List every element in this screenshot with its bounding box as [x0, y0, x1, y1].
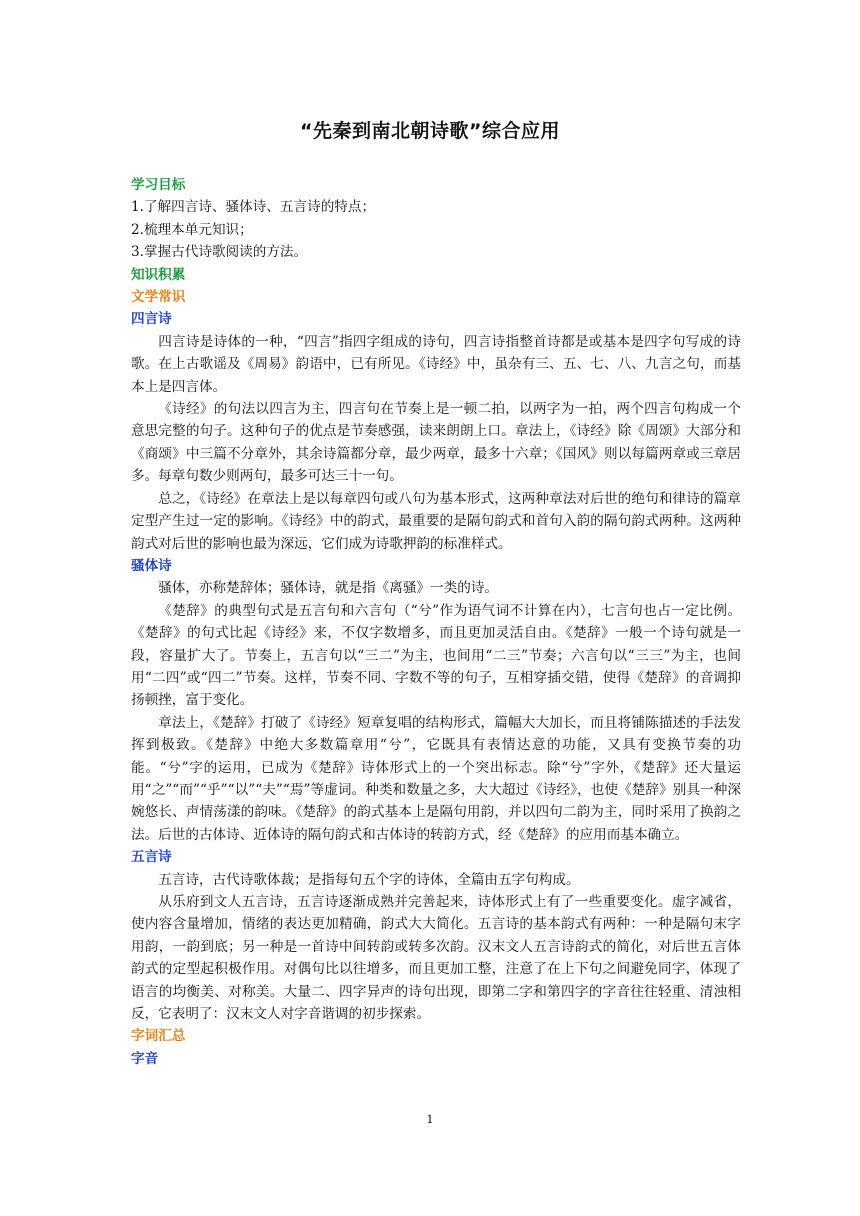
goal-item: 3.掌握古代诗歌阅读的方法。: [131, 244, 308, 261]
siyan-paragraph: 四言诗是诗体的一种，“四言”指四字组成的诗句，四言诗指整首诗都是或基本是四字句写成的诗歌。在上古歌谣及《周易》韵语中，已有所见。《诗经》中，虽杂有三、五、七、八、九言之句，而基本上是四言体。: [131, 333, 741, 395]
saoti-paragraph: 骚体，亦称楚辞体；骚体诗，就是指《离骚》一类的诗。: [158, 580, 499, 597]
siyan-paragraph: 《诗经》的句法以四言为主，四言句在节奏上是一顿二拍，以两字为一拍，两个四言句构成一个意思完整的句子。这种句子的优点是节奏感强，读来朗朗上口。章法上，《诗经》除《周颂》大部分和《商颂》中三篇不分章外，其余诗篇都分章，最少两章，最多十六章；《国风》则以每篇两章或三章居多。每章句数少则两句，最多可达三十一句。: [131, 401, 741, 485]
saoti-heading: 骚体诗: [131, 557, 172, 574]
literature-heading: 文学常识: [131, 289, 186, 306]
knowledge-heading: 知识积累: [131, 266, 186, 283]
saoti-paragraph: 《楚辞》的典型句式是五言句和六言句（“兮”作为语气词不计算在内），七言句也占一定比例。《楚辞》的句式比起《诗经》来，不仅字数增多，而且更加灵活自由。《楚辞》一般一个诗句就是一段，容量扩大了。节奏上，五言句以“三二”为主，也间用“二三”节奏；六言句以“三三”为主，也间用“二四”或“四二”节奏。这样，节奏不同、字数不等的句子，互相穿插交错，使得《楚辞》的音调抑扬顿挫，富于变化。: [131, 602, 741, 709]
goal-item: 1.了解四言诗、骚体诗、五言诗的特点；: [131, 199, 376, 216]
page-title: “先秦到南北朝诗歌”综合应用: [300, 120, 560, 142]
document-body: [131, 174, 741, 1070]
goals-heading: 学习目标: [131, 177, 186, 193]
wuyan-paragraph: 从乐府到文人五言诗，五言诗逐渐成熟并完善起来，诗体形式上有了一些重要变化。虚字减省，使内容含量增加，情绪的表达更加精确，韵式大大简化。五言诗的基本韵式有两种：一种是隔句末字用韵，一韵到底；另一种是一首诗中间转韵或转多次韵。汉末文人五言诗韵式的简化，对后世五言体韵式的定型起积极作用。对偶句比以往增多，而且更加工整，注意了在上下句之间避免同字，体现了语言的均衡美、对称美。大量二、四字异声的诗句出现，即第二字和第四字的字音往往轻重、清浊相反，它表明了：汉末文人对字音谐调的初步探索。: [131, 894, 741, 1023]
saoti-paragraph: 章法上，《楚辞》打破了《诗经》短章复唱的结构形式，篇幅大大加长，而且将铺陈描述的手法发挥到极致。《楚辞》中绝大多数篇章用“兮”，它既具有表情达意的功能，又具有变换节奏的功能。“兮”字的运用，已成为《楚辞》诗体形式上的一个突出标志。除“兮”字外，《楚辞》还大量运用“之”“而”“乎”“以”“夫”“焉”等虚词。种类和数量之多，大大超过《诗经》，也使《楚辞》别具一种深婉悠长、声情荡漾的韵味。《楚辞》的韵式基本上是隔句用韵，并以四句二韵为主，同时采用了换韵之法。后世的古体诗、近体诗的隔句韵式和古体诗的转韵方式，经《楚辞》的应用而基本确立。: [131, 714, 741, 843]
siyan-heading: 四言诗: [131, 311, 172, 328]
pronunciation-heading: 字音: [131, 1050, 159, 1067]
wuyan-paragraph: 五言诗，古代诗歌体裁；是指每句五个字的诗体，全篇由五字句构成。: [158, 871, 580, 888]
siyan-paragraph: 总之，《诗经》在章法上是以每章四句或八句为基本形式，这两种章法对后世的绝句和律诗的篇章定型产生过一定的影响。《诗经》中的韵式，最重要的是隔句韵式和首句入韵的隔句韵式两种。这两种韵式对后世的影响也最为深远，它们成为诗歌押韵的标准样式。: [131, 490, 741, 552]
wuyan-heading: 五言诗: [131, 849, 172, 866]
page-number: 1: [426, 1113, 434, 1126]
goal-item: 2.梳理本单元知识；: [131, 221, 253, 238]
vocab-heading: 字词汇总: [131, 1028, 186, 1045]
